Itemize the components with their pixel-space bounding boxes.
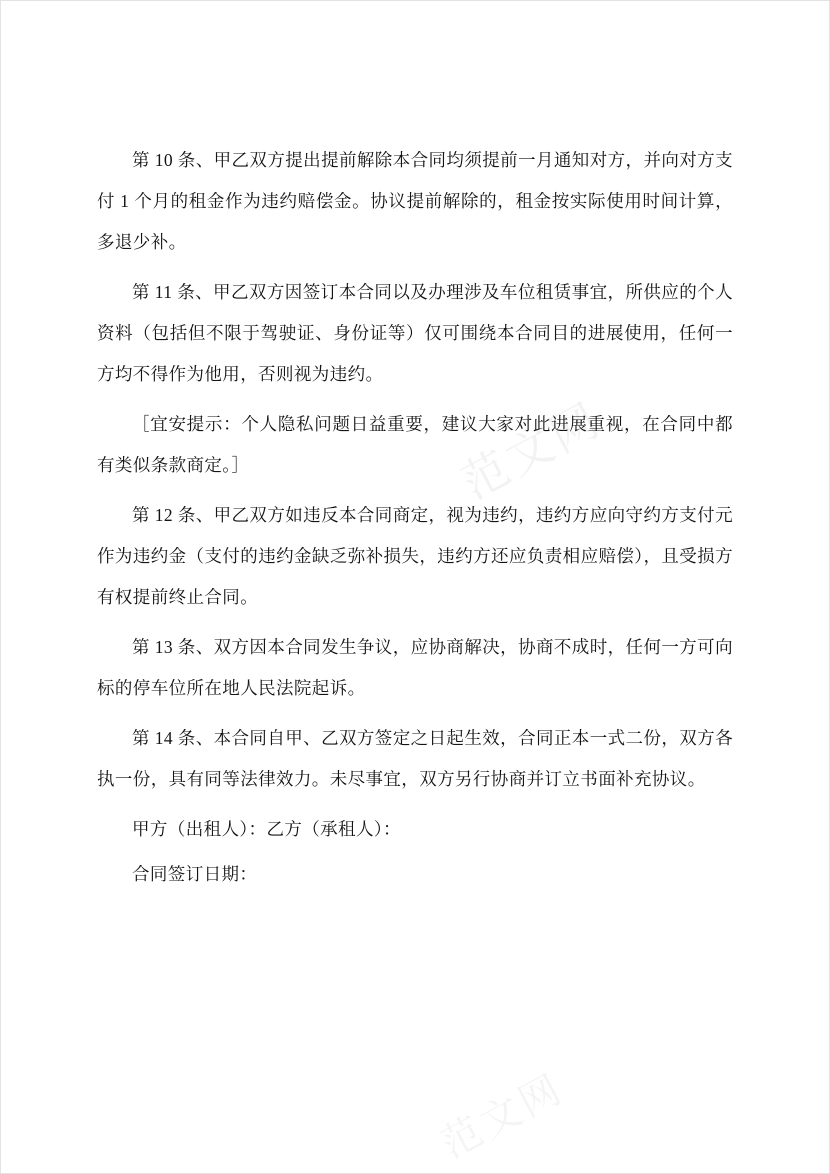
paragraph-clause-12: 第 12 条、甲乙双方如违反本合同商定，视为违约，违约方应向守约方支付元作为违约金（支付的违约金缺乏弥补损失，违约方还应负责相应赔偿），且受损方有权提前终止合同。 [97,505,733,607]
signature-line-date: 合同签订日期： [132,864,258,884]
signature-line-parties: 甲方（出租人）：乙方（承租人）： [132,819,401,839]
paragraph-clause-13: 第 13 条、双方因本合同发生争议，应协商解决，协商不成时，任何一方可向标的停车位所在地人民法院起诉。 [97,637,733,698]
paragraph-clause-11: 第 11 条、甲乙双方因签订本合同以及办理涉及车位租赁事宜，所供应的个人资料（包括但不限于驾驶证、身份证等）仅可围绕本合同目的进展使用，任何一方均不得作为他用，否则视为违约。 [97,282,733,384]
watermark-upper: 范文网 [453,393,610,509]
document-body [97,140,733,899]
paragraph-clause-14: 第 14 条、本合同自甲、乙双方签定之日起生效，合同正本一式二份，双方各执一份，具有同等法律效力。未尽事宜，双方另行协商并订立书面补充协议。 [97,728,733,789]
paragraph-note-privacy: ［宜安提示：个人隐私问题日益重要，建议大家对此进展重视，在合同中都有类似条款商定。］ [97,414,733,475]
paragraph-clause-10: 第 10 条、甲乙双方提出提前解除本合同均须提前一月通知对方，并向对方支付 1 个月的租金作为违约赔偿金。协议提前解除的，租金按实际使用时间计算，多退少补。 [97,150,733,252]
watermark-lower [429,1057,572,1169]
